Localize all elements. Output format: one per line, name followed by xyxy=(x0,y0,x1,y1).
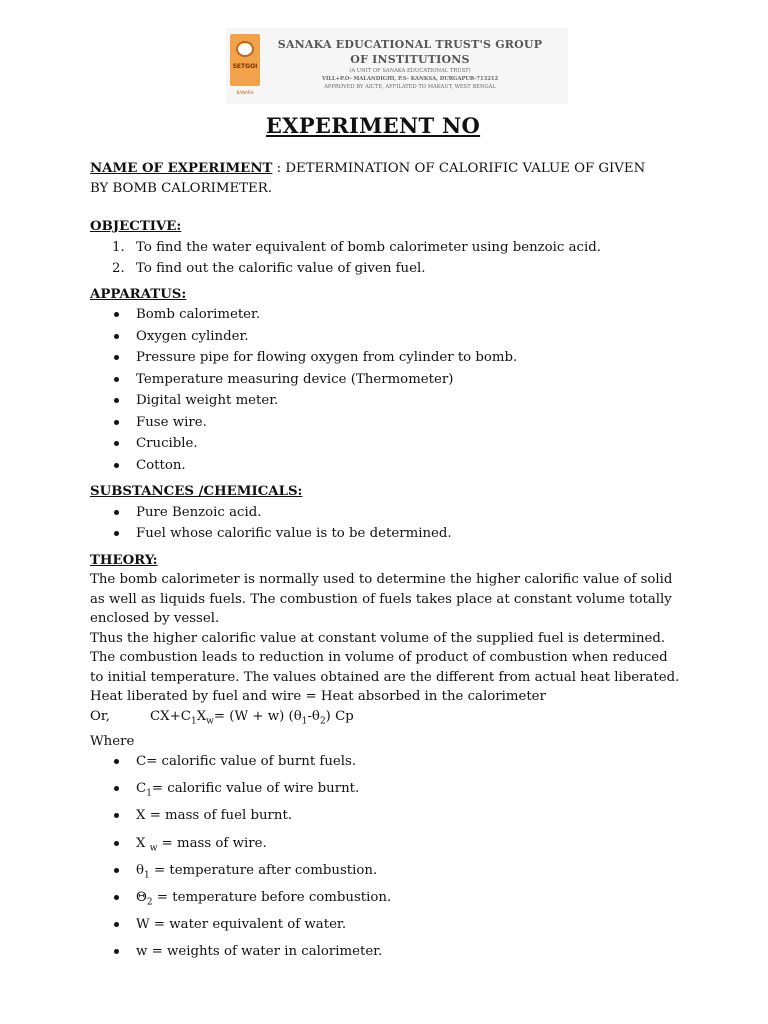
theory-line: The bomb calorimeter is normally used to determine the higher calorific value of solid xyxy=(90,572,673,587)
apparatus-item: Fuse wire. xyxy=(90,412,690,434)
objective-heading: OBJECTIVE: xyxy=(90,219,182,234)
logo-subtext: BANARH xyxy=(236,90,254,95)
experiment-name-line1 xyxy=(90,159,690,179)
definition-item: $\Theta_2$ = temperature before combustion. xyxy=(90,887,690,914)
definition-item: C= calorific value of burnt fuels. xyxy=(90,751,690,778)
definition-item: X $_w$ = mass of wire. xyxy=(90,833,690,860)
objective-item: 1. To find the water equivalent of bomb calorimeter using benzoic acid. xyxy=(112,239,601,255)
apparatus-item: Temperature measuring device (Thermometer) xyxy=(90,369,690,391)
theory-line: as well as liquids fuels. The combustion of fuels takes place at constant volume totally xyxy=(90,591,672,607)
org-approval: APPROVED BY AICTE, AFFILATED TO MAKAUT, WEST BENGAL xyxy=(324,84,496,90)
definition-item: $\theta_1$ = temperature after combustion. xyxy=(90,860,690,887)
substance-item: Pure Benzoic acid. xyxy=(90,502,690,524)
objective-list xyxy=(90,237,690,279)
apparatus-item: Cotton. xyxy=(90,455,690,477)
org-unit: (A UNIT OF SANAKA EDUCATIONAL TRUST) xyxy=(349,68,471,74)
definition-item: X = mass of fuel burnt. xyxy=(90,805,690,832)
substances-heading: SUBSTANCES /CHEMICALS: xyxy=(90,484,303,499)
logo-emblem-icon xyxy=(236,41,254,57)
theory-line: enclosed by vessel. xyxy=(90,611,220,626)
theory-where: Where xyxy=(90,733,135,749)
experiment-name-separator: : xyxy=(272,161,286,176)
apparatus-item: Crucible. xyxy=(90,433,690,455)
logo-text: SETGOI xyxy=(232,63,258,70)
apparatus-list xyxy=(90,304,690,476)
apparatus-item: Oxygen cylinder. xyxy=(90,326,690,348)
definition-item: $C_1=$ calorific value of wire burnt. xyxy=(90,778,690,805)
apparatus-heading: APPARATUS: xyxy=(90,286,187,302)
experiment-name-label: NAME OF EXPERIMENT xyxy=(90,161,273,176)
experiment-name-line2: BY BOMB CALORIMETER. xyxy=(90,180,272,196)
apparatus-item: Pressure pipe for flowing oxygen from cylinder to bomb. xyxy=(90,347,690,369)
org-name: SANAKA EDUCATIONAL TRUST'S GROUP OF INSTITUTIONS xyxy=(277,38,543,66)
theory-equation: Or, $CX+C_1X_w= (W + w)$ $(\theta_1-\theta_2)$ Cp xyxy=(90,708,354,727)
substances-list xyxy=(90,502,690,545)
theory-heading: THEORY: xyxy=(90,552,158,568)
theory-line: The combustion leads to reduction in volume of product of combustion when reduced xyxy=(90,650,668,665)
page-title: EXPERIMENT NO xyxy=(265,113,481,138)
theory-line: Thus the higher calorific value at constant volume of the supplied fuel is determined. xyxy=(90,630,666,646)
apparatus-item: Bomb calorimeter. xyxy=(90,304,690,326)
org-address: VILL+P.O- MALANDIGHI, P.S- KANKSA, DURGAPUR-713212 xyxy=(321,76,499,82)
document-body xyxy=(90,159,690,968)
substance-item: Fuel whose calorific value is to be determined. xyxy=(90,523,690,545)
theory-definitions xyxy=(90,751,690,968)
institution-logo xyxy=(230,34,260,86)
theory-line: Heat liberated by fuel and wire = Heat absorbed in the calorimeter xyxy=(90,689,546,704)
apparatus-item: Digital weight meter. xyxy=(90,390,690,412)
definition-item: W = water equivalent of water. xyxy=(90,914,690,941)
theory-line: to initial temperature. The values obtained are the different from actual heat liberated. xyxy=(90,669,680,685)
institution-header xyxy=(226,28,568,104)
experiment-name-text: DETERMINATION OF CALORIFIC VALUE OF GIVEN xyxy=(285,161,646,176)
objective-item: 2. To find out the calorific value of given fuel. xyxy=(112,260,426,276)
definition-item: w = weights of water in calorimeter. xyxy=(90,941,690,968)
